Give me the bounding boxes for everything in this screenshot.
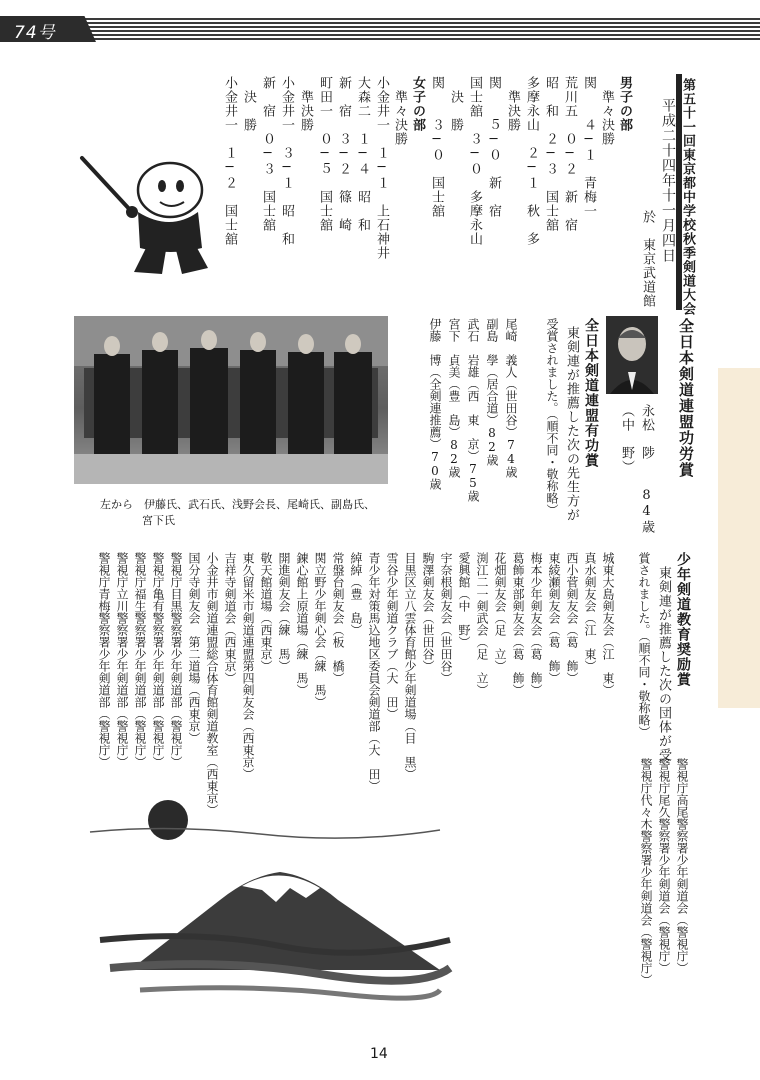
tournament-title: 第五十一回東京都中学校秋季剣道大会 — [680, 78, 695, 316]
girls-sf-label: 準決勝 — [298, 90, 313, 132]
youth-group-12: 目黒区立八雲体育館少年剣道場（目 黒） — [403, 552, 417, 780]
issue-label: 74号 — [14, 23, 56, 43]
boys-final-line: 関 ３─０ 国士舘 — [429, 76, 444, 218]
youth-group-17: 関立野少年剣心会（練 馬） — [313, 552, 327, 708]
merit-recipient-age: 84歳 — [639, 488, 654, 534]
youth-group-4: 東綾瀬剣友会（葛 飾） — [547, 552, 561, 684]
girls-qf-line-4: 町田一 ０─５ 国士舘 — [317, 76, 332, 232]
achievement-recipient-2: 副島 學（居合道）82歳 — [485, 318, 499, 466]
boys-final-label: 決 勝 — [448, 90, 463, 132]
tournament-venue: 於 東京武道館 — [640, 210, 655, 308]
youth-group-13: 雪谷少年剣道クラブ（大 田） — [385, 552, 399, 720]
youth-group-20: 敬天館道場（西東京） — [259, 552, 273, 672]
youth-group-30: 警視庁高尾警察署少年剣道会（警視庁） — [675, 758, 689, 974]
merit-recipient-affiliation: （中 野） — [619, 404, 634, 474]
girls-sf-line-2: 新 宿 ０─３ 国士舘 — [260, 76, 275, 232]
girls-qf-line-3: 新 宿 ３─２ 篠 崎 — [336, 76, 351, 232]
youth-body-line-2: 賞されました。（順不同・敬称略） — [637, 552, 651, 738]
boys-sf-line-2: 国士舘 ３─０ 多摩永山 — [467, 76, 482, 246]
boys-qf-line-1: 関 ４─１ 青梅一 — [581, 76, 596, 218]
merit-award-title: 全日本剣道連盟功労賞 — [677, 318, 695, 478]
group-photo — [74, 316, 388, 484]
boys-qf-line-3: 昭 和 ２─３ 国士舘 — [543, 76, 558, 232]
page-number: 14 — [370, 1046, 388, 1062]
achievement-recipient-4: 宮下 貞美（豊 島）82歳 — [447, 318, 461, 478]
youth-group-28: 警視庁立川警察署少年剣道部（警視庁） — [115, 552, 129, 768]
tournament-date: 平成二十四年十一月四日 — [660, 98, 676, 263]
youth-group-21: 東久留米市剣道連盟第四剣友会（西東京） — [241, 552, 255, 780]
recipient-portrait — [606, 316, 658, 394]
achievement-body-line-2: 受賞されました。（順不同・敬称略） — [545, 318, 559, 516]
youth-group-6: 葛飾東部剣友会（葛 飾） — [511, 552, 525, 696]
girls-qf-line-2: 大森二 １─４ 昭 和 — [355, 76, 370, 232]
kendo-mascot-illustration — [70, 150, 220, 285]
boys-header: 男子の部 — [617, 76, 632, 132]
youth-group-18: 錬心館上原道場（練 馬） — [295, 552, 309, 696]
youth-group-19: 開進剣友会（練 馬） — [277, 552, 291, 672]
girls-sf-line-1: 小金井一 ３─１ 昭 和 — [279, 76, 294, 246]
side-color-strip — [718, 368, 760, 708]
youth-group-32: 警視庁代々木警察署少年剣道会（警視庁） — [639, 758, 653, 986]
girls-final-label: 決 勝 — [241, 90, 256, 132]
youth-group-3: 西小菅剣友会（葛 飾） — [565, 552, 579, 684]
youth-group-27: 警視庁福生警察署少年剣道部（警視庁） — [133, 552, 147, 768]
header-band — [0, 18, 760, 40]
youth-group-8: 渕江二一剣武会（足 立） — [475, 552, 489, 696]
boys-qf-line-2: 荒川五 ０─２ 新 宿 — [562, 76, 577, 232]
girls-header: 女子の部 — [410, 76, 425, 132]
youth-group-29: 警視庁青梅警察署少年剣道部（警視庁） — [97, 552, 111, 768]
achievement-recipient-5: 伊藤 博（全剣連推薦）70歳 — [428, 318, 442, 490]
mount-fuji-illustration — [80, 790, 460, 1010]
youth-group-7: 花畑剣友会（足 立） — [493, 552, 507, 672]
youth-group-16: 常盤台剣友会（板 橋） — [331, 552, 345, 684]
youth-group-2: 真水剣友会（江 東） — [583, 552, 597, 672]
achievement-recipient-3: 武石 岩雄（西 東 京）75歳 — [466, 318, 480, 502]
achievement-recipient-1: 尾崎 義人（世田谷）74歳 — [504, 318, 518, 478]
youth-group-31: 警視庁尾久警察署少年剣道会（警視庁） — [657, 758, 671, 974]
photo-caption-line-2: 宮下氏 — [142, 514, 175, 527]
youth-group-11: 駒澤剣友会（世田谷） — [421, 552, 435, 672]
youth-group-24: 国分寺剣友会 第二道場（西東京） — [187, 552, 201, 744]
boys-sf-label: 準決勝 — [505, 90, 520, 132]
achievement-body-line-1: 東剣連が推薦した次の先生方が — [564, 326, 579, 522]
youth-group-5: 梅本少年剣友会（葛 飾） — [529, 552, 543, 696]
youth-group-25: 警視庁目黒警察署少年剣道部（警視庁） — [169, 552, 183, 768]
youth-group-23: 小金井市剣道連盟総合体育館剣道教室（西東京） — [205, 552, 219, 816]
merit-recipient-name: 永松 陟 — [639, 404, 654, 460]
youth-group-15: 綽綽（豊 島） — [349, 552, 363, 636]
girls-final-line: 小金井一 １─２ 国士舘 — [222, 76, 237, 246]
youth-group-9: 愛興館（中 野） — [457, 552, 471, 648]
youth-group-1: 城東大島剣友会（江 東） — [601, 552, 615, 696]
youth-group-10: 宇奈根剣友会（世田谷） — [439, 552, 453, 684]
achievement-award-title: 全日本剣道連盟有功賞 — [583, 318, 599, 468]
boys-qf-label: 準々決勝 — [599, 90, 614, 146]
boys-qf-line-4: 多摩永山 ２─１ 秋 多 — [524, 76, 539, 246]
youth-group-22: 吉祥寺剣道会（西東京） — [223, 552, 237, 684]
photo-caption-line-1: 左から 伊藤氏、武石氏、浅野会長、尾崎氏、副島氏、 — [100, 498, 375, 511]
group-photo-figures — [74, 316, 388, 484]
youth-award-title: 少年剣道教育奨励賞 — [675, 552, 691, 687]
youth-body-line-1: 東剣連が推薦した次の団体が受 — [656, 566, 671, 762]
girls-qf-line-1: 小金井一 １─１ 上石神井 — [374, 76, 389, 260]
youth-group-14: 青少年対策馬込地区委員会剣道部（大 田） — [367, 552, 381, 792]
boys-sf-line-1: 関 ５─０ 新 宿 — [486, 76, 501, 218]
youth-group-26: 警視庁亀有警察署少年剣道部（警視庁） — [151, 552, 165, 768]
portrait-figure — [606, 316, 658, 394]
girls-qf-label: 準々決勝 — [392, 90, 407, 146]
